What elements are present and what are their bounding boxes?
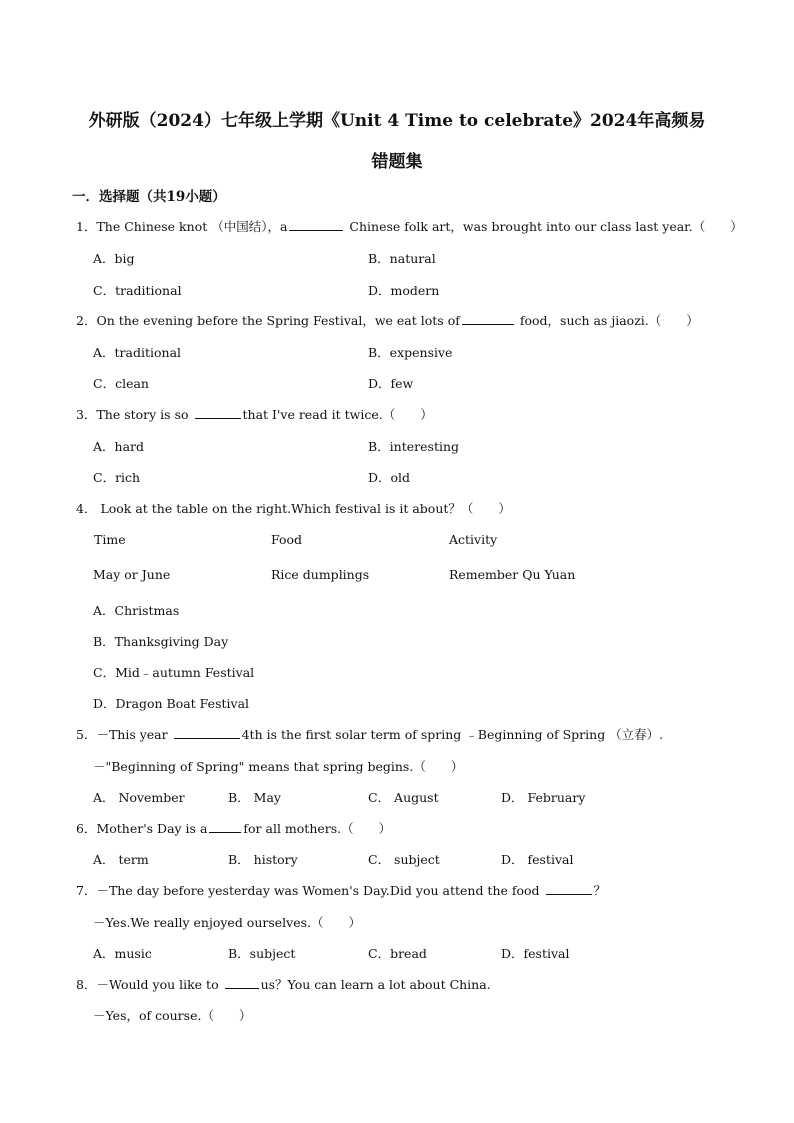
question-number: 1． <box>76 219 97 234</box>
question-7-line2: －Yes.We really enjoyed ourselves.（ ） <box>93 915 361 930</box>
option-c[interactable]: C．traditional <box>93 283 182 298</box>
option-c[interactable]: C．bread <box>368 946 427 961</box>
table-header-food: Food <box>271 532 303 547</box>
option-c[interactable]: C．clean <box>93 376 149 391</box>
stem-text: for all mothers.（ ） <box>243 821 392 836</box>
table-cell-time: May or June <box>93 567 171 582</box>
option-a[interactable]: A． November <box>93 790 185 805</box>
question-number: 7． <box>76 883 97 898</box>
question-number: 3． <box>76 407 97 422</box>
option-b[interactable]: B．subject <box>228 946 296 961</box>
option-a[interactable]: A．traditional <box>93 345 182 360</box>
option-d[interactable]: D．festival <box>501 946 570 961</box>
answer-blank <box>462 312 514 325</box>
question-8-stem <box>76 975 491 993</box>
stem-text: ？ <box>593 883 607 898</box>
option-a[interactable]: A．music <box>93 946 152 961</box>
option-d[interactable]: D．modern <box>368 283 440 298</box>
table-header-activity: Activity <box>449 532 498 547</box>
question-number: 5． <box>76 727 97 742</box>
question-1-stem <box>76 217 743 235</box>
option-a[interactable]: A． term <box>93 852 149 867</box>
stem-text: Mother's Day is a <box>96 821 208 836</box>
option-c[interactable]: C． subject <box>368 852 440 867</box>
option-a[interactable]: A．Christmas <box>93 603 180 618</box>
answer-blank <box>209 820 241 833</box>
question-6-stem <box>76 819 391 837</box>
stem-text: －This year <box>96 727 168 742</box>
question-number: 6． <box>76 821 97 836</box>
option-b[interactable]: B． May <box>228 790 281 805</box>
option-d[interactable]: D．old <box>368 470 411 485</box>
question-7-stem <box>76 881 606 899</box>
answer-blank <box>289 218 343 231</box>
option-b[interactable]: B．expensive <box>368 345 453 360</box>
question-number: 2． <box>76 313 97 328</box>
stem-text: food，such as jiaozi.（ ） <box>519 313 699 328</box>
option-c[interactable]: C．Mid﹣autumn Festival <box>93 665 255 680</box>
stem-text: －Would you like to <box>96 977 219 992</box>
answer-blank <box>174 726 240 739</box>
question-4-stem <box>76 499 511 517</box>
table-header-time: Time <box>94 532 126 547</box>
option-b[interactable]: B．natural <box>368 251 436 266</box>
stem-text: The Chinese knot （中国结），a <box>96 219 288 234</box>
option-d[interactable]: D． February <box>501 790 586 805</box>
stem-text: The story is so <box>96 407 189 422</box>
option-b[interactable]: B． history <box>228 852 298 867</box>
option-d[interactable]: D．Dragon Boat Festival <box>93 696 250 711</box>
question-5-line2: －"Beginning of Spring" means that spring begins.（ ） <box>93 759 464 774</box>
option-d[interactable]: D． festival <box>501 852 574 867</box>
answer-blank <box>546 882 592 895</box>
stem-text: －The day before yesterday was Women's Day.Did you attend the food <box>96 883 540 898</box>
question-number: 8． <box>76 977 97 992</box>
option-d[interactable]: D．few <box>368 376 414 391</box>
question-8-line2: －Yes，of course.（ ） <box>93 1008 252 1023</box>
question-5-stem <box>76 725 663 743</box>
stem-text: us？You can learn a lot about China. <box>260 977 491 992</box>
stem-text: Look at the table on the right.Which festival is it about？（ ） <box>100 501 511 516</box>
option-b[interactable]: B．interesting <box>368 439 460 454</box>
option-a[interactable]: A．hard <box>93 439 145 454</box>
stem-text: On the evening before the Spring Festival，we eat lots of <box>96 313 460 328</box>
option-a[interactable]: A．big <box>93 251 135 266</box>
stem-text: Chinese folk art，was brought into our class last year.（ ） <box>349 219 743 234</box>
page-title-line1: 外研版（2024）七年级上学期《Unit 4 Time to celebrate》2024年高频易 <box>88 111 706 131</box>
answer-blank <box>195 406 241 419</box>
question-number: 4． <box>76 501 97 516</box>
stem-text: 4th is the first solar term of spring ﹣Beginning of Spring （立春）. <box>241 727 664 742</box>
page-title-line2: 错题集 <box>371 152 423 172</box>
option-c[interactable]: C．rich <box>93 470 141 485</box>
stem-text: that I've read it twice.（ ） <box>242 407 433 422</box>
question-3-stem <box>76 405 433 423</box>
question-2-stem <box>76 311 699 329</box>
option-b[interactable]: B．Thanksgiving Day <box>93 634 229 649</box>
option-c[interactable]: C． August <box>368 790 439 805</box>
answer-blank <box>225 976 259 989</box>
table-cell-activity: Remember Qu Yuan <box>449 567 576 582</box>
table-cell-food: Rice dumplings <box>271 567 370 582</box>
section-heading: 一．选择题（共19小题） <box>72 189 226 205</box>
